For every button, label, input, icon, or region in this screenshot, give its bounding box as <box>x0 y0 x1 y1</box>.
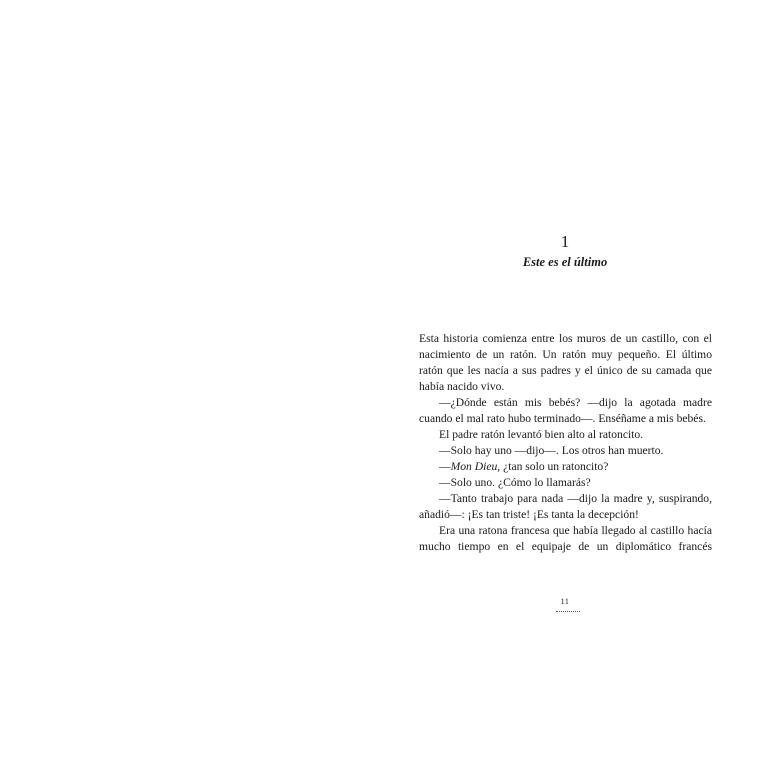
chapter-body <box>419 331 712 555</box>
paragraph: —Solo uno. ¿Cómo lo llamarás? <box>439 476 591 489</box>
paragraph: Era una ratona francesa que había llegado al castillo hacía mucho tiempo en el equipaje de un diplomático francés <box>419 524 712 553</box>
chapter-number: 1 <box>560 232 570 251</box>
chapter-title: Este es el último <box>522 255 608 269</box>
paragraph: El padre ratón levantó bien alto al ratoncito. <box>439 428 644 441</box>
paragraph: —Tanto trabajo para nada —dijo la madre y, suspirando, añadió—: ¡Es tan triste! ¡Es tanta la decepción! <box>419 492 712 521</box>
italic-phrase: Mon Dieu <box>450 460 498 473</box>
dialogue-dash: — <box>439 460 451 473</box>
paragraph: —¿Dónde están mis bebés? —dijo la agotada madre cuando el mal rato hubo terminado—. Enséñame a mis bebés. <box>419 396 712 425</box>
chapter-heading <box>418 232 712 270</box>
paragraph-mon-dieu <box>419 459 712 475</box>
page-number: 11 <box>560 597 570 606</box>
paragraph-rest: , ¿tan solo un ratoncito? <box>497 460 609 473</box>
paragraph: —Solo hay uno —dijo—. Los otros han muerto. <box>439 444 664 457</box>
paragraph: Esta historia comienza entre los muros de un castillo, con el nacimiento de un ratón. Un ratón muy pequeño. El último ratón que les nacía a sus padres y el único de su camada que había nacido vivo. <box>419 332 712 393</box>
folio-ornament <box>556 611 580 612</box>
